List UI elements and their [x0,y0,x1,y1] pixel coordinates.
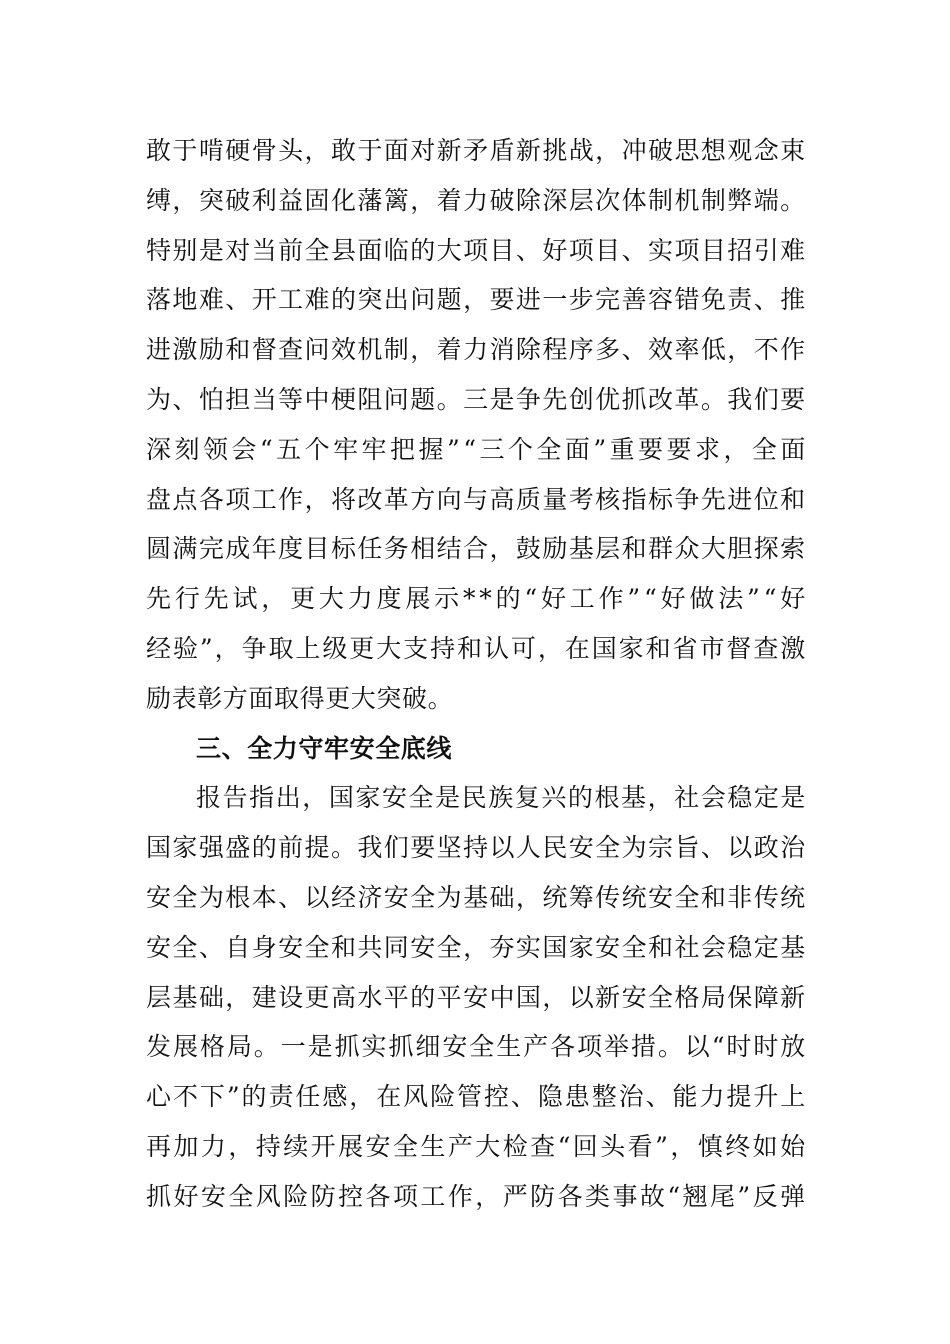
text-line: 再 加 力 ， 持 续 开 展 安 全 生 产 大 检 查 “ 回 头 看 ” ， 慎 终 如 始 [146,1131,806,1161]
text-line: 盘 点 各 项 工 作 ， 将 改 革 方 向 与 高 质 量 考 核 指 标 争 先 进 位 和 [146,484,806,514]
text-line: 特 别 是 对 当 前 全 县 面 临 的 大 项 目 、 好 项 目 、 实 项 目 招 引 难 [146,235,806,265]
text-line: 落 地 难 、 开 工 难 的 突 出 问 题 ， 要 进 一 步 完 善 容 错 免 责 、 推 [146,285,806,315]
text-line: 层 基 础 ， 建 设 更 高 水 平 的 平 安 中 国 ， 以 新 安 全 格 局 保 障 新 [146,982,806,1012]
text-line: 敢 于 啃 硬 骨 头 ， 敢 于 面 对 新 矛 盾 新 挑 战 ， 冲 破 思 想 观 念 束 [146,136,806,165]
text-line: 圆 满 完 成 年 度 目 标 任 务 相 结 合 ， 鼓 励 基 层 和 群 众 大 胆 探 索 [146,534,806,564]
text-line: 抓 好 安 全 风 险 防 控 各 项 工 作 ， 严 防 各 类 事 故 “ 翘 尾 ” 反 弹 [146,1181,806,1211]
document-body [146,126,806,1222]
paragraph-security [146,773,806,1221]
text-line: 安 全 为 根 本 、 以 经 济 安 全 为 基 础 ， 统 筹 传 统 安 全 和 非 传 统 [146,882,806,912]
text-line-first: 报 告 指 出 ， 国 家 安 全 是 民 族 复 兴 的 根 基 ， 社 会 稳 定 是 [196,783,806,813]
text-line: 国 家 强 盛 的 前 提 。 我 们 要 坚 持 以 人 民 安 全 为 宗 旨 、 以 政 治 [146,833,806,863]
text-line: 先 行 先 试 ， 更 大 力 度 展 示 * * 的 “ 好 工 作 ” “ 好 做 法 ” “ 好 [146,584,806,614]
text-line: 缚 ， 突 破 利 益 固 化 藩 篱 ， 着 力 破 除 深 层 次 体 制 机 制 弊 端 。 [146,185,806,215]
paragraph-continued [146,126,806,724]
text-line: 深 刻 领 会 “ 五 个 牢 牢 把 握 ” “ 三 个 全 面 ” 重 要 要 求 ， 全 面 [146,434,806,464]
text-line-last: 励表彰方面取得更大突破。 [146,683,454,713]
section-heading: 三、全力守牢安全底线 [196,733,453,763]
text-line: 安 全 、 自 身 安 全 和 共 同 安 全 ， 夯 实 国 家 安 全 和 社 会 稳 定 基 [146,932,806,962]
text-line: 为 、 怕 担 当 等 中 梗 阻 问 题 。 三 是 争 先 创 优 抓 改 革 。 我 们 要 [146,384,806,414]
text-line: 进 激 励 和 督 查 问 效 机 制 ， 着 力 消 除 程 序 多 、 效 率 低 ， 不 作 [146,335,806,365]
text-line: 经 验 ” ， 争 取 上 级 更 大 支 持 和 认 可 ， 在 国 家 和 省 市 督 查 激 [146,633,806,663]
text-line: 心 不 下 ” 的 责 任 感 ， 在 风 险 管 控 、 隐 患 整 治 、 能 力 提 升 上 [146,1082,806,1112]
text-line: 发 展 格 局 。 一 是 抓 实 抓 细 安 全 生 产 各 项 举 措 。 以 “ 时 时 放 [146,1032,806,1062]
